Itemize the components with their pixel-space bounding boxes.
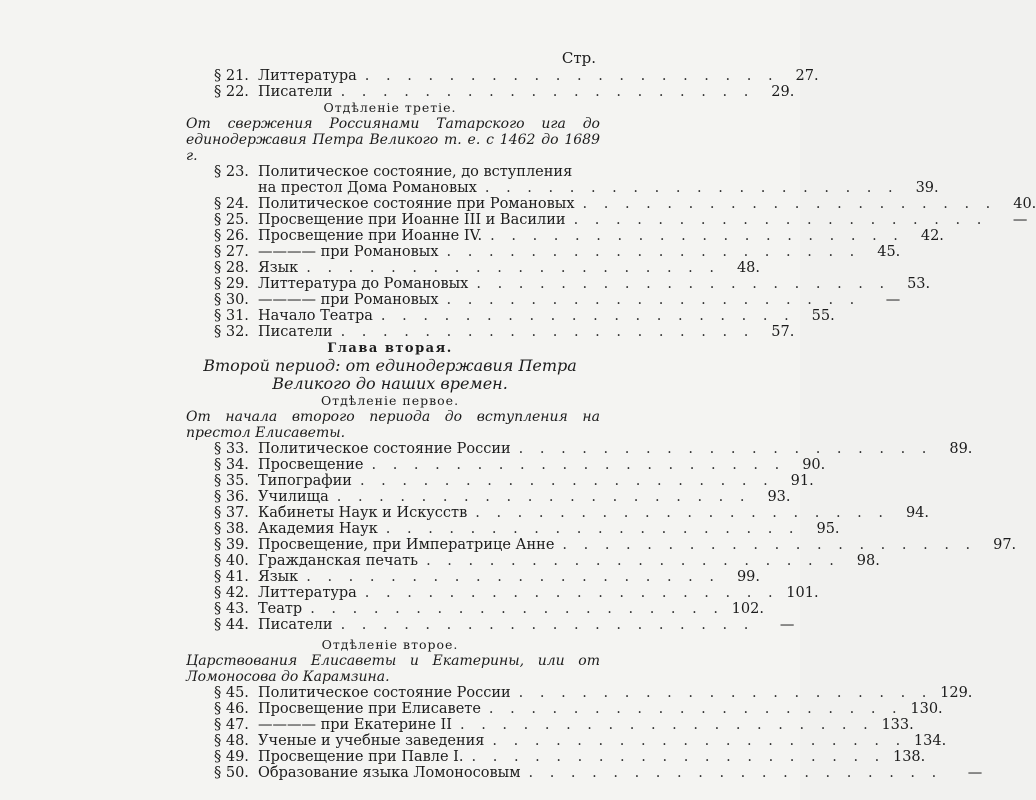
entry-number: § 37. [214, 505, 249, 521]
entry-page-number: 95. [816, 521, 840, 537]
toc-entry [180, 260, 760, 276]
section3-entries [180, 164, 1036, 340]
entry-title: Язык [258, 569, 299, 585]
dot-leader: . . . . . . . . . . . . . . . . . . . . [446, 292, 861, 308]
section-heading-third: Отдѣленіе третіе. [323, 100, 457, 115]
entry-number: § 36. [214, 489, 249, 505]
entry-title: Типографии [258, 473, 352, 489]
dot-leader: . . . . . . . . . . . . . . . . . . . . [459, 717, 874, 733]
entry-page-number: 53. [907, 276, 931, 292]
dot-leader: . . . . . . . . . . . . . . . . . . . . [359, 473, 774, 489]
entry-page-number: 29. [771, 84, 795, 100]
toc-entry [180, 537, 1017, 553]
toc-entry [180, 324, 795, 340]
entry-title: Училища [258, 489, 329, 505]
entry-title: Театр [258, 601, 303, 617]
dot-leader: . . . . . . . . . . . . . . . . . . . . [385, 521, 800, 537]
entry-title: Просвещение при Иоанне IV. [258, 228, 483, 244]
entry-title: ———— при Екатерине II [258, 717, 452, 733]
toc-entry [180, 212, 1028, 228]
entry-page-number: 101. [786, 585, 819, 601]
entry-page-number: 48. [736, 260, 760, 276]
entry-page-number: 57. [771, 324, 795, 340]
entry-number: § 33. [214, 441, 249, 457]
toc-entry [180, 553, 880, 569]
entry-number: § 42. [214, 585, 249, 601]
toc-entry [180, 701, 943, 717]
dot-leader: . . . . . . . . . . . . . . . . . . . . [446, 244, 861, 260]
dot-leader: . . . . . . . . . . . . . . . . . . . . [364, 585, 779, 601]
table-of-contents [180, 49, 1036, 781]
entry-number: § 25. [214, 212, 249, 228]
chapter-heading: Глава вторая. [327, 341, 453, 356]
entry-page-number: 130. [910, 701, 943, 717]
dot-leader: . . . . . . . . . . . . . . . . . . . . [426, 553, 840, 569]
entry-page-number: 42. [920, 228, 944, 244]
entry-number: § 49. [214, 749, 249, 765]
toc-entry [180, 765, 983, 781]
entry-number: § 43. [214, 601, 249, 617]
dot-leader: . . . . . . . . . . . . . . . . . . . . [518, 441, 933, 457]
entry-title: Ученые и учебные заведения [258, 733, 485, 749]
entry-title: Литтература [258, 68, 357, 84]
entry-number: § 50. [214, 765, 249, 781]
entry-title: Просвещение при Иоанне III и Василии [258, 212, 566, 228]
entry-number: § 22. [214, 84, 249, 100]
entry-title: Гражданская печать [258, 553, 419, 569]
entry-page-number: 138. [892, 749, 926, 765]
toc-entry [180, 276, 931, 292]
entry-page-number: 45. [877, 244, 901, 260]
dot-leader: . . . . . . . . . . . . . . . . . . . . [490, 228, 904, 244]
dot-leader: . . . . . . . . . . . . . . . . . . . . [340, 84, 755, 100]
toc-entry [180, 617, 795, 633]
entry-title: Кабинеты Наук и Искусств [258, 505, 468, 521]
dot-leader: . . . . . . . . . . . . . . . . . . . . [306, 569, 720, 585]
toc-entry [180, 308, 835, 324]
entry-number: § 45. [214, 685, 249, 701]
toc-entry [180, 685, 973, 701]
entry-page-number: 55. [811, 308, 835, 324]
entry-page-number: 98. [856, 553, 880, 569]
toc-entry [180, 505, 929, 521]
dot-leader: . . . . . . . . . . . . . . . . . . . . [471, 749, 886, 765]
dot-leader: . . . . . . . . . . . . . . . . . . . . [488, 701, 903, 717]
entry-number: § 41. [214, 569, 249, 585]
entry-page-number: — [1012, 212, 1028, 228]
dot-leader: . . . . . . . . . . . . . . . . . . . . [476, 276, 891, 292]
entry-page-number: 94. [905, 505, 929, 521]
section-heading-second: Отдѣленіе второе. [321, 637, 459, 652]
entry-number: § 21. [214, 68, 249, 84]
section-description-third: От свержения Россиянами Татарского ига до единодержавия Петра Великого т. е. с 1462 до 1689 г. [186, 116, 600, 164]
entry-page-number: 39. [915, 180, 939, 196]
entry-title: Политическое состояние при Романовых [258, 196, 575, 212]
entry-number: § 40. [214, 553, 249, 569]
dot-leader: . . . . . . . . . . . . . . . . . . . . [518, 685, 933, 701]
entry-title: Просвещение [258, 457, 364, 473]
dot-leader: . . . . . . . . . . . . . . . . . . . . [310, 601, 724, 617]
chapter-description: Второй период: от единодержавия Петра Великого до наших времен. [203, 356, 577, 393]
entry-page-number: 93. [767, 489, 791, 505]
entry-title: Писатели [258, 617, 333, 633]
toc-entry [180, 196, 1036, 212]
entry-page-number: 97. [993, 537, 1017, 553]
dot-leader: . . . . . . . . . . . . . . . . . . . . [484, 180, 899, 196]
entry-page-number: 134. [913, 733, 947, 749]
entry-page-number: 27. [795, 68, 819, 84]
toc-entry [180, 733, 947, 749]
page-column-label: Стр. [561, 49, 596, 67]
entry-number: § 48. [214, 733, 249, 749]
entry-title: ———— при Романовых [258, 244, 439, 260]
entry-number: § 35. [214, 473, 249, 489]
entry-title: Политическое состояние России [258, 685, 511, 701]
toc-entry [180, 441, 973, 457]
block1-entries [180, 68, 819, 100]
toc-entry [180, 749, 926, 765]
dot-leader: . . . . . . . . . . . . . . . . . . . . [492, 733, 907, 749]
section1-entries [180, 441, 1017, 633]
entry-title: Литтература до Романовых [258, 276, 469, 292]
entry-title: Писатели [258, 84, 333, 100]
toc-entry [180, 489, 791, 505]
dot-leader: . . . . . . . . . . . . . . . . . . . . [528, 765, 943, 781]
entry-number: § 30. [214, 292, 249, 308]
entry-page-number: 40. [1013, 196, 1036, 212]
entry-number: § 46. [214, 701, 249, 717]
entry-title: Литтература [258, 585, 357, 601]
toc-entry [180, 292, 901, 308]
dot-leader: . . . . . . . . . . . . . . . . . . . . [475, 505, 889, 521]
entry-title: Политическое состояние России [258, 441, 511, 457]
entry-number: § 27. [214, 244, 249, 260]
entry-title: Академия Наук [258, 521, 378, 537]
dot-leader: . . . . . . . . . . . . . . . . . . . . [306, 260, 720, 276]
entry-title: Просвещение при Елисавете [258, 701, 481, 717]
toc-entry [180, 457, 826, 473]
entry-number: § 38. [214, 521, 249, 537]
entry-page-number: 129. [940, 685, 973, 701]
entry-number: § 34. [214, 457, 249, 473]
entry-number: § 24. [214, 196, 249, 212]
entry-title: Образование языка Ломоносовым [258, 765, 521, 781]
dot-leader: . . . . . . . . . . . . . . . . . . . . [573, 212, 988, 228]
entry-number: § 44. [214, 617, 249, 633]
entry-title: Просвещение при Павле I. [258, 749, 464, 765]
section-description-first: От начала второго периода до вступления на престол Елисаветы. [186, 409, 600, 441]
entry-page-number: — [967, 765, 983, 781]
dot-leader: . . . . . . . . . . . . . . . . . . . . [380, 308, 795, 324]
entry-number: § 26. [214, 228, 249, 244]
dot-leader: . . . . . . . . . . . . . . . . . . . . [340, 324, 755, 340]
section-description-second: Царствования Елисаветы и Екатерины, или от Ломоносова до Карамзина. [186, 653, 600, 685]
toc-entry [180, 228, 944, 244]
entry-page-number: 102. [731, 601, 764, 617]
toc-entry [180, 164, 600, 180]
dot-leader: . . . . . . . . . . . . . . . . . . . . [340, 617, 755, 633]
toc-entry [180, 473, 814, 489]
toc-entry [180, 569, 760, 585]
entry-page-number: 133. [881, 717, 914, 733]
entry-number: § 47. [214, 717, 249, 733]
toc-entry [180, 180, 939, 196]
dot-leader: . . . . . . . . . . . . . . . . . . . . [582, 196, 997, 212]
toc-entry [180, 585, 819, 601]
entry-number: § 23. [214, 164, 249, 180]
toc-entry [180, 244, 901, 260]
entry-number: § 31. [214, 308, 249, 324]
entry-number: § 28. [214, 260, 249, 276]
dot-leader: . . . . . . . . . . . . . . . . . . . . [336, 489, 751, 505]
entry-page-number: 90. [802, 457, 826, 473]
entry-title: Начало Театра [258, 308, 373, 324]
toc-entry [180, 68, 819, 84]
entry-title: на престол Дома Романовых [258, 180, 477, 196]
entry-page-number: 91. [790, 473, 814, 489]
entry-number: § 29. [214, 276, 249, 292]
toc-entry [180, 521, 840, 537]
section2-entries [180, 685, 983, 781]
dot-leader: . . . . . . . . . . . . . . . . . . . . [562, 537, 977, 553]
entry-title: Просвещение, при Императрице Анне [258, 537, 555, 553]
entry-page-number: 99. [736, 569, 760, 585]
section-heading-first: Отдѣленіе первое. [320, 393, 460, 408]
entry-title: Писатели [258, 324, 333, 340]
entry-title: Язык [258, 260, 299, 276]
toc-entry [180, 84, 795, 100]
entry-title: ———— при Романовых [258, 292, 439, 308]
entry-page-number: — [885, 292, 901, 308]
entry-page-number: — [779, 617, 795, 633]
toc-entry [180, 717, 914, 733]
entry-title: Политическое состояние, до вступления [258, 164, 573, 180]
toc-entry [180, 601, 764, 617]
dot-leader: . . . . . . . . . . . . . . . . . . . . [371, 457, 786, 473]
entry-number: § 39. [214, 537, 249, 553]
entry-page-number: 89. [949, 441, 973, 457]
dot-leader: . . . . . . . . . . . . . . . . . . . . [364, 68, 779, 84]
entry-number: § 32. [214, 324, 249, 340]
